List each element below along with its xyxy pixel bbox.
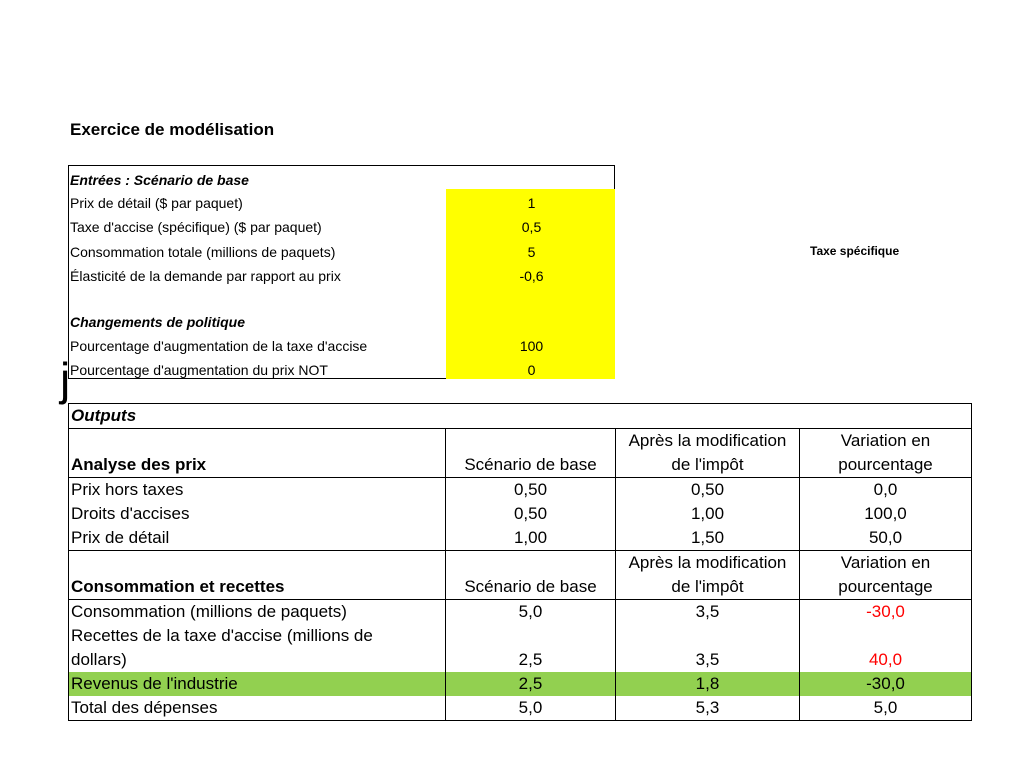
input-value[interactable]: 1 [527, 195, 536, 211]
table-row [69, 526, 972, 551]
inputs-heading: Entrées : Scénario de base [70, 172, 249, 188]
row-label: Consommation (millions de paquets) [69, 600, 446, 625]
row-label: Droits d'accises [69, 502, 446, 526]
input-label: Taxe d'accise (spécifique) ($ par paquet) [70, 219, 322, 235]
column-header-after: Après la modification de l'impôt [616, 429, 800, 478]
input-label: Prix de détail ($ par paquet) [70, 195, 243, 211]
input-value[interactable]: -0,6 [519, 268, 544, 284]
inputs-panel [68, 165, 615, 379]
after-value: 1,00 [616, 502, 800, 526]
after-value: 1,8 [616, 672, 800, 696]
base-value: 5,0 [446, 696, 616, 721]
input-row-retail-price [70, 193, 615, 213]
after-value: 0,50 [616, 478, 800, 503]
base-value: 0,50 [446, 478, 616, 503]
row-label: Recettes de la taxe d'accise (millions de dollars) [69, 624, 446, 672]
column-header-change: Variation en pourcentage [800, 551, 972, 600]
table-row-highlighted [69, 672, 972, 696]
change-value: -30,0 [800, 600, 972, 625]
table-row [69, 624, 972, 672]
input-label: Pourcentage d'augmentation du prix NOT [70, 362, 328, 378]
change-value: 0,0 [800, 478, 972, 503]
input-label: Pourcentage d'augmentation de la taxe d'accise [70, 338, 368, 354]
change-value: 100,0 [800, 502, 972, 526]
input-row-excise-tax [70, 217, 615, 237]
after-value: 5,3 [616, 696, 800, 721]
base-value: 2,5 [446, 672, 616, 696]
row-label: Total des dépenses [69, 696, 446, 721]
base-value: 0,50 [446, 502, 616, 526]
policy-heading: Changements de politique [70, 314, 246, 330]
after-value: 3,5 [616, 600, 800, 625]
table-row [69, 600, 972, 625]
input-label: Consommation totale (millions de paquets) [70, 244, 336, 260]
specific-tax-note: Taxe spécifique [810, 244, 900, 258]
input-value[interactable]: 0 [527, 362, 536, 378]
input-row-price-increase [70, 360, 615, 380]
outputs-table [68, 403, 972, 721]
change-value: 40,0 [800, 624, 972, 672]
base-value: 1,00 [446, 526, 616, 551]
input-value[interactable]: 5 [527, 244, 536, 260]
row-label: Prix hors taxes [69, 478, 446, 503]
consumption-heading: Consommation et recettes [69, 551, 446, 600]
input-row-tax-increase [70, 336, 615, 356]
input-label: Élasticité de la demande par rapport au prix [70, 268, 341, 284]
column-header-after: Après la modification de l'impôt [616, 551, 800, 600]
base-value: 2,5 [446, 624, 616, 672]
page-title: Exercice de modélisation [70, 120, 275, 139]
column-header-base: Scénario de base [446, 551, 616, 600]
base-value: 5,0 [446, 600, 616, 625]
stray-character: j [60, 353, 71, 405]
row-label: Revenus de l'industrie [69, 672, 446, 696]
table-row [69, 478, 972, 503]
table-row [69, 502, 972, 526]
outputs-title: Outputs [69, 404, 972, 429]
input-row-elasticity [70, 266, 615, 286]
row-label: Prix de détail [69, 526, 446, 551]
column-header-base: Scénario de base [446, 429, 616, 478]
table-row [69, 696, 972, 721]
change-value: 50,0 [800, 526, 972, 551]
after-value: 1,50 [616, 526, 800, 551]
input-value[interactable]: 0,5 [521, 219, 542, 235]
input-row-consumption [70, 242, 615, 262]
change-value: 5,0 [800, 696, 972, 721]
input-value[interactable]: 100 [519, 338, 544, 354]
price-analysis-heading: Analyse des prix [69, 429, 446, 478]
change-value: -30,0 [800, 672, 972, 696]
after-value: 3,5 [616, 624, 800, 672]
column-header-change: Variation en pourcentage [800, 429, 972, 478]
